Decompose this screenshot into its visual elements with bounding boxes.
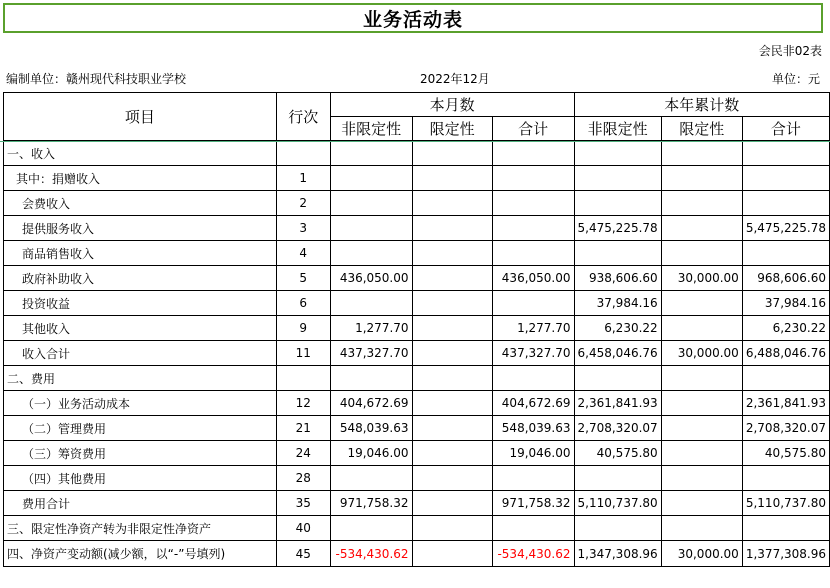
cell-y-res: 30,000.00 [661, 541, 742, 567]
cell-m-tot [492, 191, 574, 216]
cell-m-tot: 437,327.70 [492, 341, 574, 366]
cell-m-unr [330, 466, 412, 491]
row-item: （一）业务活动成本 [4, 391, 277, 416]
cell-m-tot [492, 241, 574, 266]
cell-y-res [661, 491, 742, 516]
header-year-unrestricted: 非限定性 [574, 117, 661, 141]
row-item: 其他收入 [4, 316, 277, 341]
cell-m-unr: -534,430.62 [330, 541, 412, 567]
cell-m-unr: 19,046.00 [330, 441, 412, 466]
cell-y-tot: 5,475,225.78 [742, 216, 829, 241]
row-item: 四、净资产变动额(减少额，以“-”号填列) [4, 541, 277, 567]
accent-divider [0, 141, 830, 142]
row-item: 费用合计 [4, 491, 277, 516]
cell-y-unr: 5,110,737.80 [574, 491, 661, 516]
cell-m-res [412, 141, 492, 166]
row-line: 5 [276, 266, 330, 291]
row-item: 商品销售收入 [4, 241, 277, 266]
cell-m-res [412, 366, 492, 391]
activity-table [3, 92, 830, 567]
cell-m-res [412, 491, 492, 516]
cell-m-unr [330, 141, 412, 166]
row-item: （二）管理费用 [4, 416, 277, 441]
cell-y-tot: 2,708,320.07 [742, 416, 829, 441]
header-month: 本月数 [330, 93, 574, 117]
unit-label: 单位：元 [771, 71, 820, 86]
cell-m-res [412, 216, 492, 241]
row-line: 21 [276, 416, 330, 441]
table-row [4, 541, 830, 567]
cell-y-unr: 6,230.22 [574, 316, 661, 341]
row-item: 收入合计 [4, 341, 277, 366]
cell-y-unr [574, 466, 661, 491]
report-title: 业务活动表 [3, 3, 823, 33]
header-line: 行次 [276, 93, 330, 141]
cell-y-tot: 5,110,737.80 [742, 491, 829, 516]
cell-y-tot: 37,984.16 [742, 291, 829, 316]
row-line: 1 [276, 166, 330, 191]
cell-y-unr [574, 191, 661, 216]
cell-m-tot [492, 216, 574, 241]
cell-y-tot [742, 141, 829, 166]
cell-y-tot [742, 516, 829, 541]
table-row [4, 141, 830, 166]
cell-y-unr: 2,708,320.07 [574, 416, 661, 441]
cell-m-res [412, 191, 492, 216]
cell-m-tot: 19,046.00 [492, 441, 574, 466]
cell-m-unr: 436,050.00 [330, 266, 412, 291]
table-row [4, 216, 830, 241]
cell-m-res [412, 266, 492, 291]
row-item: 会费收入 [4, 191, 277, 216]
table-row [4, 391, 830, 416]
cell-m-tot: 548,039.63 [492, 416, 574, 441]
header-year-restricted: 限定性 [661, 117, 742, 141]
row-line: 2 [276, 191, 330, 216]
cell-y-unr: 1,347,308.96 [574, 541, 661, 567]
table-row [4, 466, 830, 491]
table-row [4, 491, 830, 516]
cell-y-res [661, 366, 742, 391]
table-row [4, 166, 830, 191]
cell-y-tot: 1,377,308.96 [742, 541, 829, 567]
row-item: 二、费用 [4, 366, 277, 391]
cell-m-unr [330, 216, 412, 241]
cell-m-res [412, 391, 492, 416]
table-row [4, 516, 830, 541]
cell-m-unr [330, 366, 412, 391]
row-item: （三）筹资费用 [4, 441, 277, 466]
table-row [4, 341, 830, 366]
cell-m-res [412, 291, 492, 316]
period-label: 2022年12月 [420, 71, 490, 86]
cell-y-res [661, 166, 742, 191]
row-line: 11 [276, 341, 330, 366]
cell-m-tot [492, 366, 574, 391]
cell-y-res: 30,000.00 [661, 266, 742, 291]
row-line: 24 [276, 441, 330, 466]
cell-y-tot: 6,230.22 [742, 316, 829, 341]
cell-m-unr [330, 291, 412, 316]
cell-y-unr: 938,606.60 [574, 266, 661, 291]
cell-m-tot: 971,758.32 [492, 491, 574, 516]
cell-y-unr [574, 141, 661, 166]
cell-m-tot [492, 516, 574, 541]
cell-y-res [661, 191, 742, 216]
cell-y-tot [742, 191, 829, 216]
row-line [276, 141, 330, 166]
cell-y-res: 30,000.00 [661, 341, 742, 366]
org-label: 编制单位：赣州现代科技职业学校 [6, 71, 187, 86]
row-line: 3 [276, 216, 330, 241]
cell-y-unr [574, 366, 661, 391]
row-line [276, 366, 330, 391]
cell-m-tot: -534,430.62 [492, 541, 574, 567]
cell-y-tot [742, 366, 829, 391]
cell-y-tot [742, 466, 829, 491]
cell-m-unr: 971,758.32 [330, 491, 412, 516]
cell-m-tot: 436,050.00 [492, 266, 574, 291]
cell-m-unr [330, 516, 412, 541]
cell-y-unr: 37,984.16 [574, 291, 661, 316]
cell-m-unr: 437,327.70 [330, 341, 412, 366]
table-row [4, 366, 830, 391]
cell-y-tot [742, 166, 829, 191]
cell-m-unr [330, 191, 412, 216]
cell-m-res [412, 441, 492, 466]
cell-y-res [661, 516, 742, 541]
row-item: （四）其他费用 [4, 466, 277, 491]
row-line: 9 [276, 316, 330, 341]
row-item: 三、限定性净资产转为非限定性净资产 [4, 516, 277, 541]
row-line: 4 [276, 241, 330, 266]
cell-m-unr: 1,277.70 [330, 316, 412, 341]
cell-y-unr: 2,361,841.93 [574, 391, 661, 416]
cell-y-unr [574, 241, 661, 266]
cell-y-res [661, 391, 742, 416]
table-row [4, 241, 830, 266]
row-line: 12 [276, 391, 330, 416]
cell-m-res [412, 341, 492, 366]
cell-y-res [661, 291, 742, 316]
cell-y-tot: 968,606.60 [742, 266, 829, 291]
table-row [4, 191, 830, 216]
row-line: 28 [276, 466, 330, 491]
cell-m-tot [492, 466, 574, 491]
row-item: 政府补助收入 [4, 266, 277, 291]
cell-m-res [412, 316, 492, 341]
cell-m-unr: 548,039.63 [330, 416, 412, 441]
table-row [4, 416, 830, 441]
cell-y-res [661, 241, 742, 266]
row-item: 投资收益 [4, 291, 277, 316]
cell-y-res [661, 441, 742, 466]
cell-m-unr [330, 241, 412, 266]
cell-m-tot [492, 166, 574, 191]
table-row [4, 291, 830, 316]
cell-y-tot: 2,361,841.93 [742, 391, 829, 416]
header-year: 本年累计数 [574, 93, 829, 117]
row-item: 提供服务收入 [4, 216, 277, 241]
cell-m-tot: 1,277.70 [492, 316, 574, 341]
cell-y-unr [574, 166, 661, 191]
row-item: 其中：捐赠收入 [4, 166, 277, 191]
cell-y-unr: 40,575.80 [574, 441, 661, 466]
cell-m-res [412, 516, 492, 541]
table-row [4, 316, 830, 341]
header-month-total: 合计 [492, 117, 574, 141]
cell-m-res [412, 241, 492, 266]
cell-m-tot [492, 291, 574, 316]
row-line: 6 [276, 291, 330, 316]
cell-y-unr [574, 516, 661, 541]
row-line: 45 [276, 541, 330, 567]
cell-y-tot: 40,575.80 [742, 441, 829, 466]
cell-m-unr [330, 166, 412, 191]
cell-m-unr: 404,672.69 [330, 391, 412, 416]
cell-y-res [661, 416, 742, 441]
cell-m-res [412, 541, 492, 567]
cell-y-res [661, 316, 742, 341]
table-row [4, 441, 830, 466]
table-row [4, 266, 830, 291]
header-month-restricted: 限定性 [412, 117, 492, 141]
cell-y-tot: 6,488,046.76 [742, 341, 829, 366]
cell-y-unr: 5,475,225.78 [574, 216, 661, 241]
cell-m-tot: 404,672.69 [492, 391, 574, 416]
header-item: 项目 [4, 93, 277, 141]
row-line: 40 [276, 516, 330, 541]
cell-m-res [412, 166, 492, 191]
cell-y-res [661, 216, 742, 241]
cell-m-tot [492, 141, 574, 166]
cell-m-res [412, 416, 492, 441]
cell-y-tot [742, 241, 829, 266]
cell-y-unr: 6,458,046.76 [574, 341, 661, 366]
header-year-total: 合计 [742, 117, 829, 141]
row-item: 一、收入 [4, 141, 277, 166]
cell-y-res [661, 141, 742, 166]
cell-m-res [412, 466, 492, 491]
form-code: 会民非02表 [758, 44, 822, 58]
header-month-unrestricted: 非限定性 [330, 117, 412, 141]
header-row-1 [4, 93, 830, 117]
cell-y-res [661, 466, 742, 491]
row-line: 35 [276, 491, 330, 516]
